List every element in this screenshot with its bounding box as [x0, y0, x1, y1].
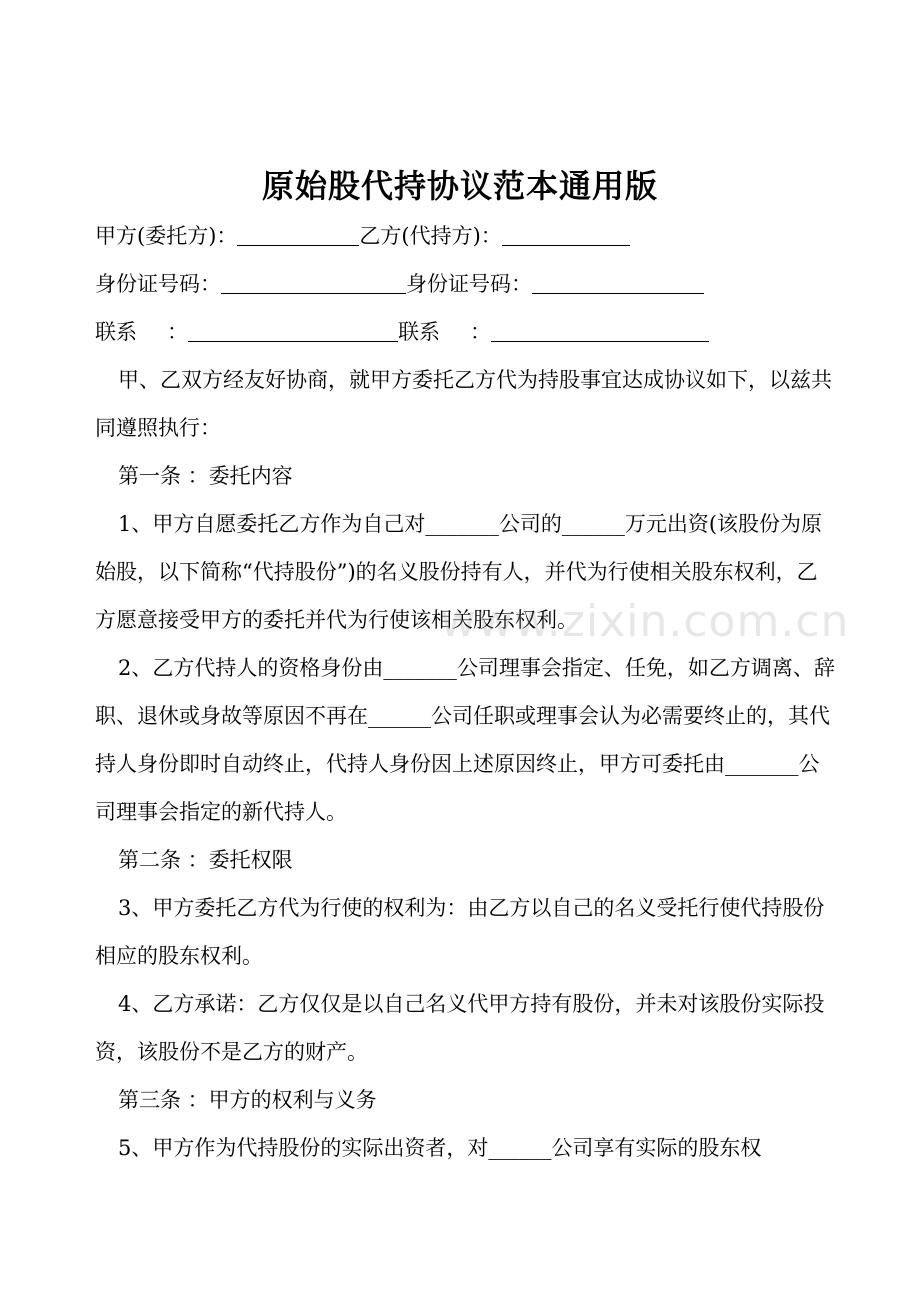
clause-4: 4、乙方承诺：乙方仅仅是以自己名义代甲方持有股份，并未对该股份实际投资，该股份不是乙方的财产。: [95, 992, 825, 1064]
document-body: [95, 212, 835, 1172]
party-names-row: [95, 212, 835, 260]
id-label-b: 身份证号码：: [406, 272, 532, 296]
id-label-a: 身份证号码：: [95, 272, 221, 296]
contact-colon-b: ：: [470, 320, 491, 344]
id-blank-b: [532, 271, 704, 294]
contact-label-b: 联系: [398, 320, 440, 344]
intro-paragraph: 甲、乙双方经友好协商，就甲方委托乙方代为持股事宜达成协议如下，以兹共同遵照执行：: [95, 368, 832, 440]
article-2-heading: 第二条 ：委托权限: [118, 848, 293, 872]
clause-5: 5、甲方作为代持股份的实际出资者，对______公司享有实际的股东权: [118, 1136, 762, 1160]
document-title: 原始股代持协议范本通用版: [261, 167, 658, 205]
contact-blank-b: [491, 319, 709, 342]
party-a-blank: [237, 223, 359, 246]
contact-label-a: 联系: [95, 320, 137, 344]
watermark: www.zixin.com.cn: [440, 596, 850, 647]
article-3-heading: 第三条 ：甲方的权利与义务: [118, 1088, 377, 1112]
contact-colon-a: ：: [167, 320, 188, 344]
contact-row: [95, 308, 835, 356]
party-b-label: 乙方(代持方)：: [359, 224, 502, 248]
party-a-label: 甲方(委托方)：: [95, 224, 238, 248]
article-1-heading: 第一条 ：委托内容: [118, 464, 293, 488]
clause-2: 2、乙方代持人的资格身份由_______公司理事会指定、任免，如乙方调离、辞职、退休或身故等原因不再在______公司任职或理事会认为必需要终止的，其代持人身份即时自动终止，代持人身份因上述原因终止，甲方可委托由_______公司理事会指定的新代持人。: [95, 656, 835, 824]
id-blank-a: [221, 271, 406, 294]
clause-3: 3、甲方委托乙方代为行使的权利为：由乙方以自己的名义受托行使代持股份相应的股东权利。: [95, 896, 825, 968]
contact-blank-a: [188, 319, 398, 342]
clause-1: 1、甲方自愿委托乙方作为自己对_______公司的______万元出资(该股份为原始股，以下简称“代持股份”)的名义股份持有人，并代为行使相关股东权利，乙方愿意接受甲方的委托并代为行使该相关股东权利。: [95, 512, 823, 632]
party-b-blank: [502, 223, 630, 246]
id-number-row: [95, 260, 835, 308]
